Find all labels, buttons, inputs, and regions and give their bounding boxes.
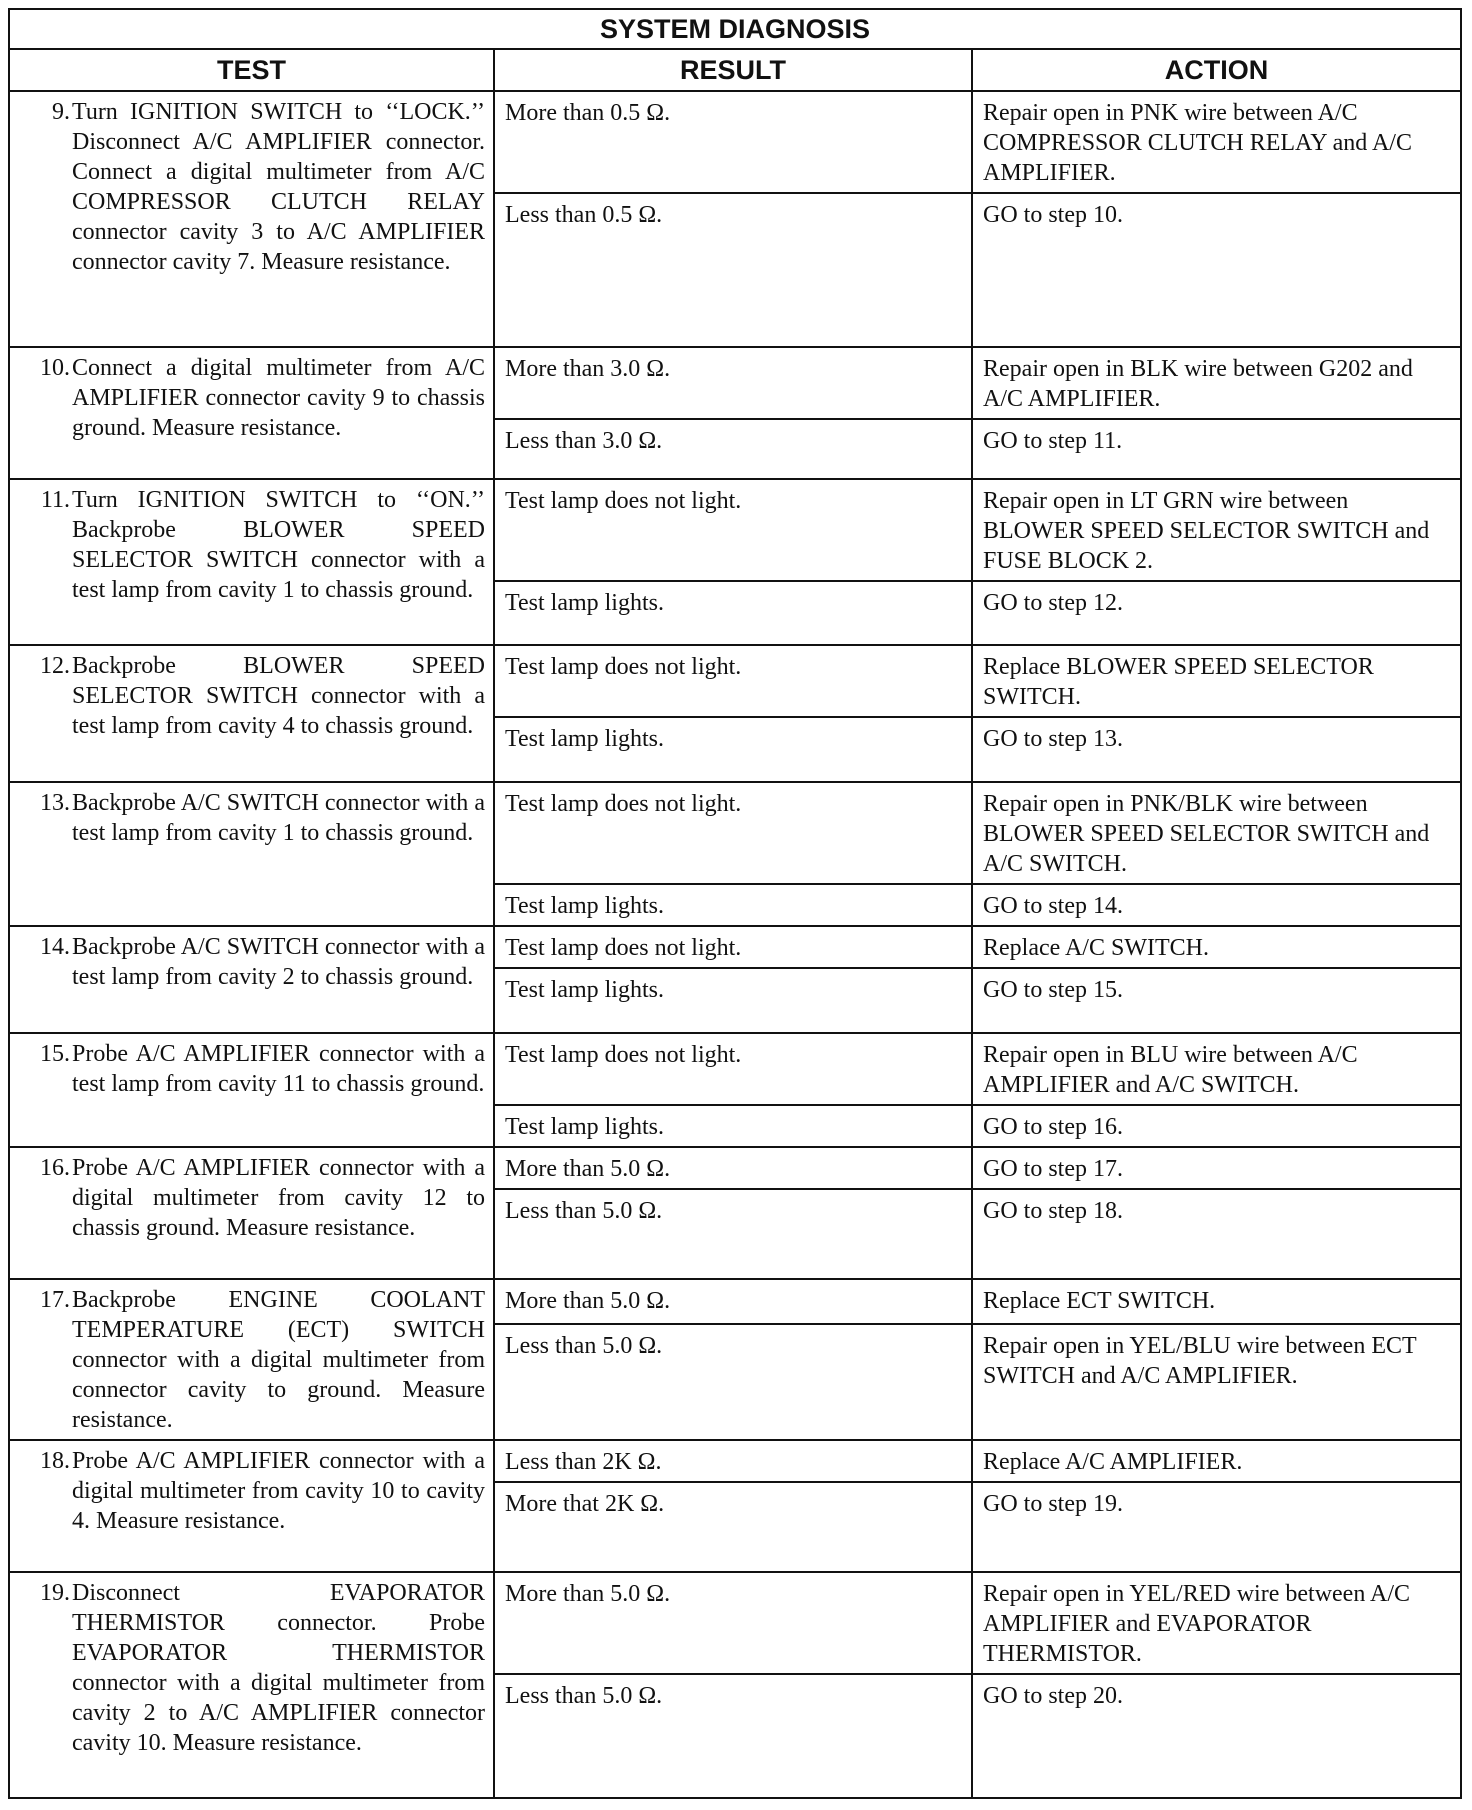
test-cell bbox=[9, 645, 494, 782]
action-cell: GO to step 17. bbox=[972, 1147, 1461, 1189]
table-row bbox=[9, 645, 1461, 717]
action-cell: Repair open in YEL/BLU wire between ECT SWITCH and A/C AMPLIFIER. bbox=[972, 1324, 1461, 1440]
table-row bbox=[9, 1572, 1461, 1674]
action-cell: Replace A/C AMPLIFIER. bbox=[972, 1440, 1461, 1482]
test-cell bbox=[9, 1572, 494, 1798]
title-row bbox=[9, 9, 1461, 49]
test-text: Backprobe BLOWER SPEED SELECTOR SWITCH connector with a test lamp from cavity 4 to chassis ground. bbox=[72, 653, 485, 739]
action-cell: GO to step 10. bbox=[972, 193, 1461, 347]
result-cell: Test lamp lights. bbox=[494, 717, 972, 782]
table-row bbox=[9, 1147, 1461, 1189]
result-cell: More than 5.0 Ω. bbox=[494, 1572, 972, 1674]
action-cell: Repair open in LT GRN wire between BLOWER SPEED SELECTOR SWITCH and FUSE BLOCK 2. bbox=[972, 479, 1461, 581]
test-cell bbox=[9, 1147, 494, 1279]
action-cell: Repair open in PNK/BLK wire between BLOWER SPEED SELECTOR SWITCH and A/C SWITCH. bbox=[972, 782, 1461, 884]
result-cell: Less than 5.0 Ω. bbox=[494, 1324, 972, 1440]
table-row bbox=[9, 926, 1461, 968]
table-row bbox=[9, 1440, 1461, 1482]
step-number: 10. bbox=[40, 355, 70, 381]
action-cell: Repair open in YEL/RED wire between A/C AMPLIFIER and EVAPORATOR THERMISTOR. bbox=[972, 1572, 1461, 1674]
test-text: Probe A/C AMPLIFIER connector with a digital multimeter from cavity 12 to chassis ground. Measure resistance. bbox=[72, 1155, 485, 1241]
result-cell: More that 2K Ω. bbox=[494, 1482, 972, 1572]
result-cell: Less than 3.0 Ω. bbox=[494, 419, 972, 479]
system-diagnosis-table bbox=[8, 8, 1462, 1799]
result-cell: Test lamp does not light. bbox=[494, 1033, 972, 1105]
result-cell: More than 0.5 Ω. bbox=[494, 91, 972, 193]
action-cell: GO to step 16. bbox=[972, 1105, 1461, 1147]
step-number: 19. bbox=[40, 1580, 70, 1606]
action-cell: Repair open in PNK wire between A/C COMPRESSOR CLUTCH RELAY and A/C AMPLIFIER. bbox=[972, 91, 1461, 193]
result-cell: Test lamp lights. bbox=[494, 968, 972, 1033]
step-number: 17. bbox=[40, 1287, 70, 1313]
table-row bbox=[9, 347, 1461, 419]
action-cell: GO to step 12. bbox=[972, 581, 1461, 645]
result-cell: More than 3.0 Ω. bbox=[494, 347, 972, 419]
result-cell: Test lamp lights. bbox=[494, 581, 972, 645]
header-row bbox=[9, 49, 1461, 91]
result-cell: Less than 0.5 Ω. bbox=[494, 193, 972, 347]
step-number: 12. bbox=[40, 653, 70, 679]
step-number: 18. bbox=[40, 1448, 70, 1474]
action-cell: GO to step 18. bbox=[972, 1189, 1461, 1279]
test-text: Backprobe A/C SWITCH connector with a test lamp from cavity 1 to chassis ground. bbox=[72, 790, 485, 846]
test-text: Backprobe ENGINE COOLANT TEMPERATURE (ECT) SWITCH connector with a digital multimeter from connector cavity to ground. Measure resistance. bbox=[72, 1287, 485, 1433]
result-cell: Less than 5.0 Ω. bbox=[494, 1674, 972, 1798]
action-cell: Repair open in BLU wire between A/C AMPLIFIER and A/C SWITCH. bbox=[972, 1033, 1461, 1105]
test-cell bbox=[9, 91, 494, 347]
action-cell: GO to step 14. bbox=[972, 884, 1461, 926]
table-row bbox=[9, 1279, 1461, 1324]
action-column-header: ACTION bbox=[972, 49, 1461, 91]
step-number: 15. bbox=[40, 1041, 70, 1067]
table-row bbox=[9, 479, 1461, 581]
test-cell bbox=[9, 1440, 494, 1572]
action-cell: GO to step 13. bbox=[972, 717, 1461, 782]
table-title: SYSTEM DIAGNOSIS bbox=[9, 9, 1461, 49]
result-cell: More than 5.0 Ω. bbox=[494, 1147, 972, 1189]
test-text: Connect a digital multimeter from A/C AMPLIFIER connector cavity 9 to chassis ground. Measure resistance. bbox=[72, 355, 485, 441]
action-cell: GO to step 11. bbox=[972, 419, 1461, 479]
result-cell: Test lamp does not light. bbox=[494, 926, 972, 968]
action-cell: Repair open in BLK wire between G202 and A/C AMPLIFIER. bbox=[972, 347, 1461, 419]
test-text: Probe A/C AMPLIFIER connector with a digital multimeter from cavity 10 to cavity 4. Measure resistance. bbox=[72, 1448, 485, 1534]
table-row bbox=[9, 1033, 1461, 1105]
test-text: Probe A/C AMPLIFIER connector with a test lamp from cavity 11 to chassis ground. bbox=[72, 1041, 485, 1097]
result-cell: Less than 5.0 Ω. bbox=[494, 1189, 972, 1279]
table-row bbox=[9, 782, 1461, 884]
test-cell bbox=[9, 782, 494, 926]
action-cell: GO to step 15. bbox=[972, 968, 1461, 1033]
test-column-header: TEST bbox=[9, 49, 494, 91]
result-cell: Test lamp lights. bbox=[494, 884, 972, 926]
step-number: 13. bbox=[40, 790, 70, 816]
result-cell: Test lamp does not light. bbox=[494, 782, 972, 884]
test-text: Turn IGNITION SWITCH to ‘‘LOCK.’’ Disconnect A/C AMPLIFIER connector. Connect a digital multimeter from A/C COMPRESSOR CLUTCH RELAY connector cavity 3 to A/C AMPLIFIER connector cavity 7. Measure resistance. bbox=[72, 99, 485, 275]
action-cell: Replace A/C SWITCH. bbox=[972, 926, 1461, 968]
result-column-header: RESULT bbox=[494, 49, 972, 91]
step-number: 9. bbox=[52, 99, 70, 125]
test-cell bbox=[9, 347, 494, 479]
result-cell: Test lamp does not light. bbox=[494, 479, 972, 581]
test-cell bbox=[9, 926, 494, 1033]
test-text: Backprobe A/C SWITCH connector with a test lamp from cavity 2 to chassis ground. bbox=[72, 934, 485, 990]
result-cell: Test lamp does not light. bbox=[494, 645, 972, 717]
action-cell: Replace ECT SWITCH. bbox=[972, 1279, 1461, 1324]
action-cell: GO to step 20. bbox=[972, 1674, 1461, 1798]
test-text: Disconnect EVAPORATOR THERMISTOR connector. Probe EVAPORATOR THERMISTOR connector with a digital multimeter from cavity 2 to A/C AMPLIFIER connector cavity 10. Measure resistance. bbox=[72, 1580, 485, 1756]
test-text: Turn IGNITION SWITCH to ‘‘ON.’’ Backprobe BLOWER SPEED SELECTOR SWITCH connector with a test lamp from cavity 1 to chassis ground. bbox=[72, 487, 485, 603]
step-number: 16. bbox=[40, 1155, 70, 1181]
result-cell: More than 5.0 Ω. bbox=[494, 1279, 972, 1324]
result-cell: Test lamp lights. bbox=[494, 1105, 972, 1147]
test-cell bbox=[9, 1279, 494, 1440]
result-cell: Less than 2K Ω. bbox=[494, 1440, 972, 1482]
step-number: 11. bbox=[40, 487, 70, 513]
test-cell bbox=[9, 479, 494, 645]
action-cell: GO to step 19. bbox=[972, 1482, 1461, 1572]
table-row bbox=[9, 91, 1461, 193]
action-cell: Replace BLOWER SPEED SELECTOR SWITCH. bbox=[972, 645, 1461, 717]
step-number: 14. bbox=[40, 934, 70, 960]
test-cell bbox=[9, 1033, 494, 1147]
